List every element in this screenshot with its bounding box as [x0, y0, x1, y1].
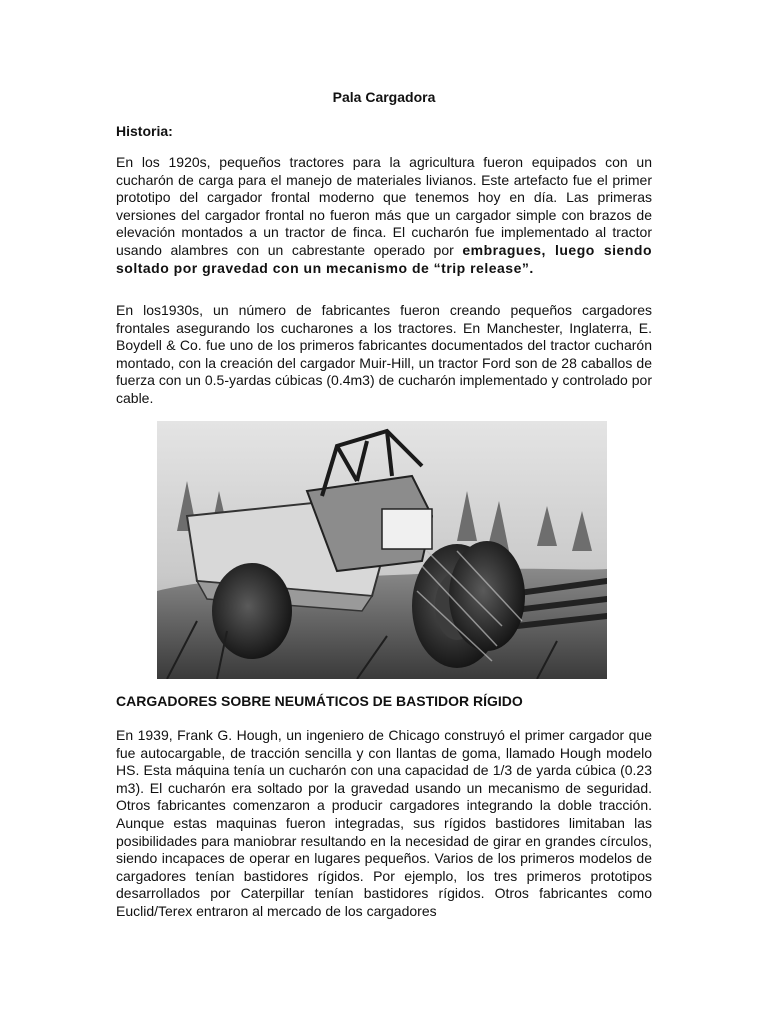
paragraph-2: En los1930s, un número de fabricantes fueron creando pequeños cargadores frontales asegurando los cucharones a los tractores. En Manchester, Inglaterra, E. Boydell & Co. fue uno de los primeros fabricantes documentados del tractor cucharón montado, con la creación del cargador Muir-Hill, un tractor Ford son de 28 caballos de fuerza con un 0.5-yardas cúbicas (0.4m3) de cucharón implementado y controlado por cable. — [116, 302, 652, 406]
paragraph-3: En 1939, Frank G. Hough, un ingeniero de Chicago construyó el primer cargador que fue autocargable, de tracción sencilla y con llantas de goma, llamado Hough modelo HS. Esta máquina tenía un cucharón con una capacidad de 1/3 de yarda cúbica (0.23 m3). El cucharón era soltado por la gravedad usando un mecanismo de seguridad. Otros fabricantes comenzaron a producir cargadores integrando la doble tracción. Aunque estas maquinas fueron integradas, sus rígidos bastidores limitaban las posibilidades para maniobrar resultando en la necesidad de girar en grandes círculos, siendo incapaces de operar en lugares pequeños. Varios de los primeros modelos de cargadores tenían bastidores rígidos. Por ejemplo, los tres primeros prototipos desarrollados por Caterpillar tenían bastidores rígidos. Otros fabricantes como Euclid/Terex entraron al mercado de los cargadores — [116, 727, 652, 919]
section-heading-cargadores: CARGADORES SOBRE NEUMÁTICOS DE BASTIDOR RÍGIDO — [116, 693, 523, 709]
paragraph-1-text: En los 1920s, pequeños tractores para la agricultura fueron equipados con un cucharón de carga para el manejo de materiales livianos. Este artefacto fue el primer prototipo del cargador frontal moderno que tenemos hoy en día. Las primeras versiones del cargador frontal no fueron más que un cargador simple con brazos de elevación montados a un tractor de finca. El cucharón fue implementado al tractor usando alambres con un cabrestante operado por — [116, 154, 652, 258]
page-title: Pala Cargadora — [332, 89, 436, 105]
tractor-loader-photo — [157, 421, 607, 679]
paragraph-1 — [116, 154, 652, 277]
section-heading-historia: Historia: — [116, 123, 173, 139]
paragraph-1-bold-text: embragues, luego siendo soltado por gravedad con un mecanismo de “trip release”. — [116, 241, 652, 276]
